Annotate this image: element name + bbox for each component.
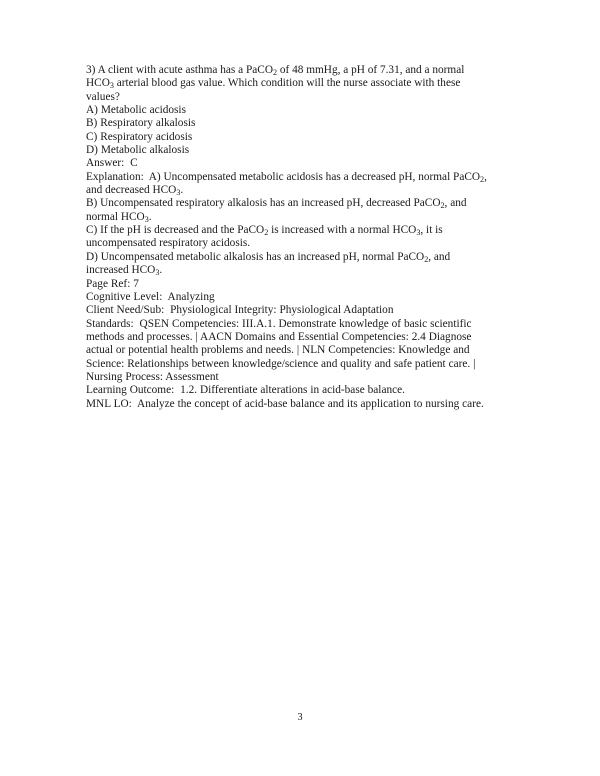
explanation-d-text-3: increased HCO xyxy=(86,264,156,277)
question-stem-part-2a: HCO xyxy=(86,77,110,90)
answer-line: Answer: C xyxy=(86,157,138,170)
explanation-c-text-2: is increased with a normal HCO xyxy=(268,224,417,237)
explanation-a-text-1: Explanation: A) Uncompensated metabolic acidosis has a decreased pH, normal PaCO xyxy=(86,170,481,183)
client-need-line: Client Need/Sub: Physiological Integrity: Physiological Adaptation xyxy=(86,304,394,317)
hco3-subscript-3: 3 xyxy=(144,214,149,224)
explanation-d-text-1: D) Uncompensated metabolic alkalosis has an increased pH, normal PaCO xyxy=(86,250,425,263)
page-ref-line: Page Ref: 7 xyxy=(86,277,139,290)
explanation-a-text-2: , xyxy=(484,170,487,183)
learning-outcome-line: Learning Outcome: 1.2. Differentiate alterations in acid-base balance. xyxy=(86,384,405,397)
paco2-subscript-4: 2 xyxy=(264,227,269,237)
explanation-c-text-1: C) If the pH is decreased and the PaCO xyxy=(86,224,265,237)
explanation-c-text-3: , it is xyxy=(420,224,443,237)
paco2-subscript-5: 2 xyxy=(424,254,429,264)
hco3-subscript-5: 3 xyxy=(155,268,160,278)
question-stem-part-3: values? xyxy=(86,90,120,103)
option-c: C) Respiratory acidosis xyxy=(86,130,193,143)
page-content xyxy=(86,64,494,411)
paco2-subscript-1: 2 xyxy=(272,67,278,77)
standards-line-5: Nursing Process: Assessment xyxy=(86,370,219,383)
explanation-a-text-4: . xyxy=(180,184,184,197)
explanation-option-b xyxy=(86,197,494,224)
question-stem-part-1b: of 48 mmHg, a pH of 7.31, and a normal xyxy=(277,64,465,76)
cognitive-level-line: Cognitive Level: Analyzing xyxy=(86,290,215,303)
explanation-option-d xyxy=(86,251,494,278)
paco2-subscript-3: 2 xyxy=(440,201,445,211)
explanation-option-c xyxy=(86,224,494,251)
mnl-lo-line: MNL LO: Analyze the concept of acid-base balance and its application to nursing care. xyxy=(86,397,484,410)
question-stem-part-2b: arterial blood gas value. Which condition will the nurse associate with these xyxy=(113,77,461,90)
hco3-subscript-1: 3 xyxy=(109,81,114,91)
paco2-subscript-2: 2 xyxy=(480,174,485,184)
explanation-option-a xyxy=(86,171,494,198)
explanation-b-text-2: , and xyxy=(444,197,467,210)
hco3-subscript-4: 3 xyxy=(416,227,421,237)
standards-line-3: actual or potential health problems and needs. | NLN Competencies: Knowledge and xyxy=(86,344,470,357)
hco3-subscript-2: 3 xyxy=(176,187,181,197)
explanation-b-text-1: B) Uncompensated respiratory alkalosis has an increased pH, decreased PaCO xyxy=(86,197,441,210)
standards-line-2: methods and processes. | AACN Domains and Essential Competencies: 2.4 Diagnose xyxy=(86,330,472,343)
option-a: A) Metabolic acidosis xyxy=(86,104,186,117)
explanation-b-text-3: normal HCO xyxy=(86,210,145,223)
option-b: B) Respiratory alkalosis xyxy=(86,117,196,130)
standards-line-1: Standards: QSEN Competencies: III.A.1. Demonstrate knowledge of basic scientific xyxy=(86,317,472,330)
explanation-a-text-3: and decreased HCO xyxy=(86,184,177,197)
standards-line-4: Science: Relationships between knowledge/science and quality and safe patient care. | xyxy=(86,357,476,370)
page-number: 3 xyxy=(297,712,303,723)
question-stem-part-1: 3) A client with acute asthma has a PaCO xyxy=(86,64,273,76)
question-stem xyxy=(86,64,494,104)
explanation-b-text-4: . xyxy=(148,210,152,223)
option-d: D) Metabolic alkalosis xyxy=(86,144,190,157)
explanation-d-text-2: , and xyxy=(428,250,451,263)
explanation-c-text-4: uncompensated respiratory acidosis. xyxy=(86,237,251,250)
explanation-d-text-4: . xyxy=(159,264,163,277)
